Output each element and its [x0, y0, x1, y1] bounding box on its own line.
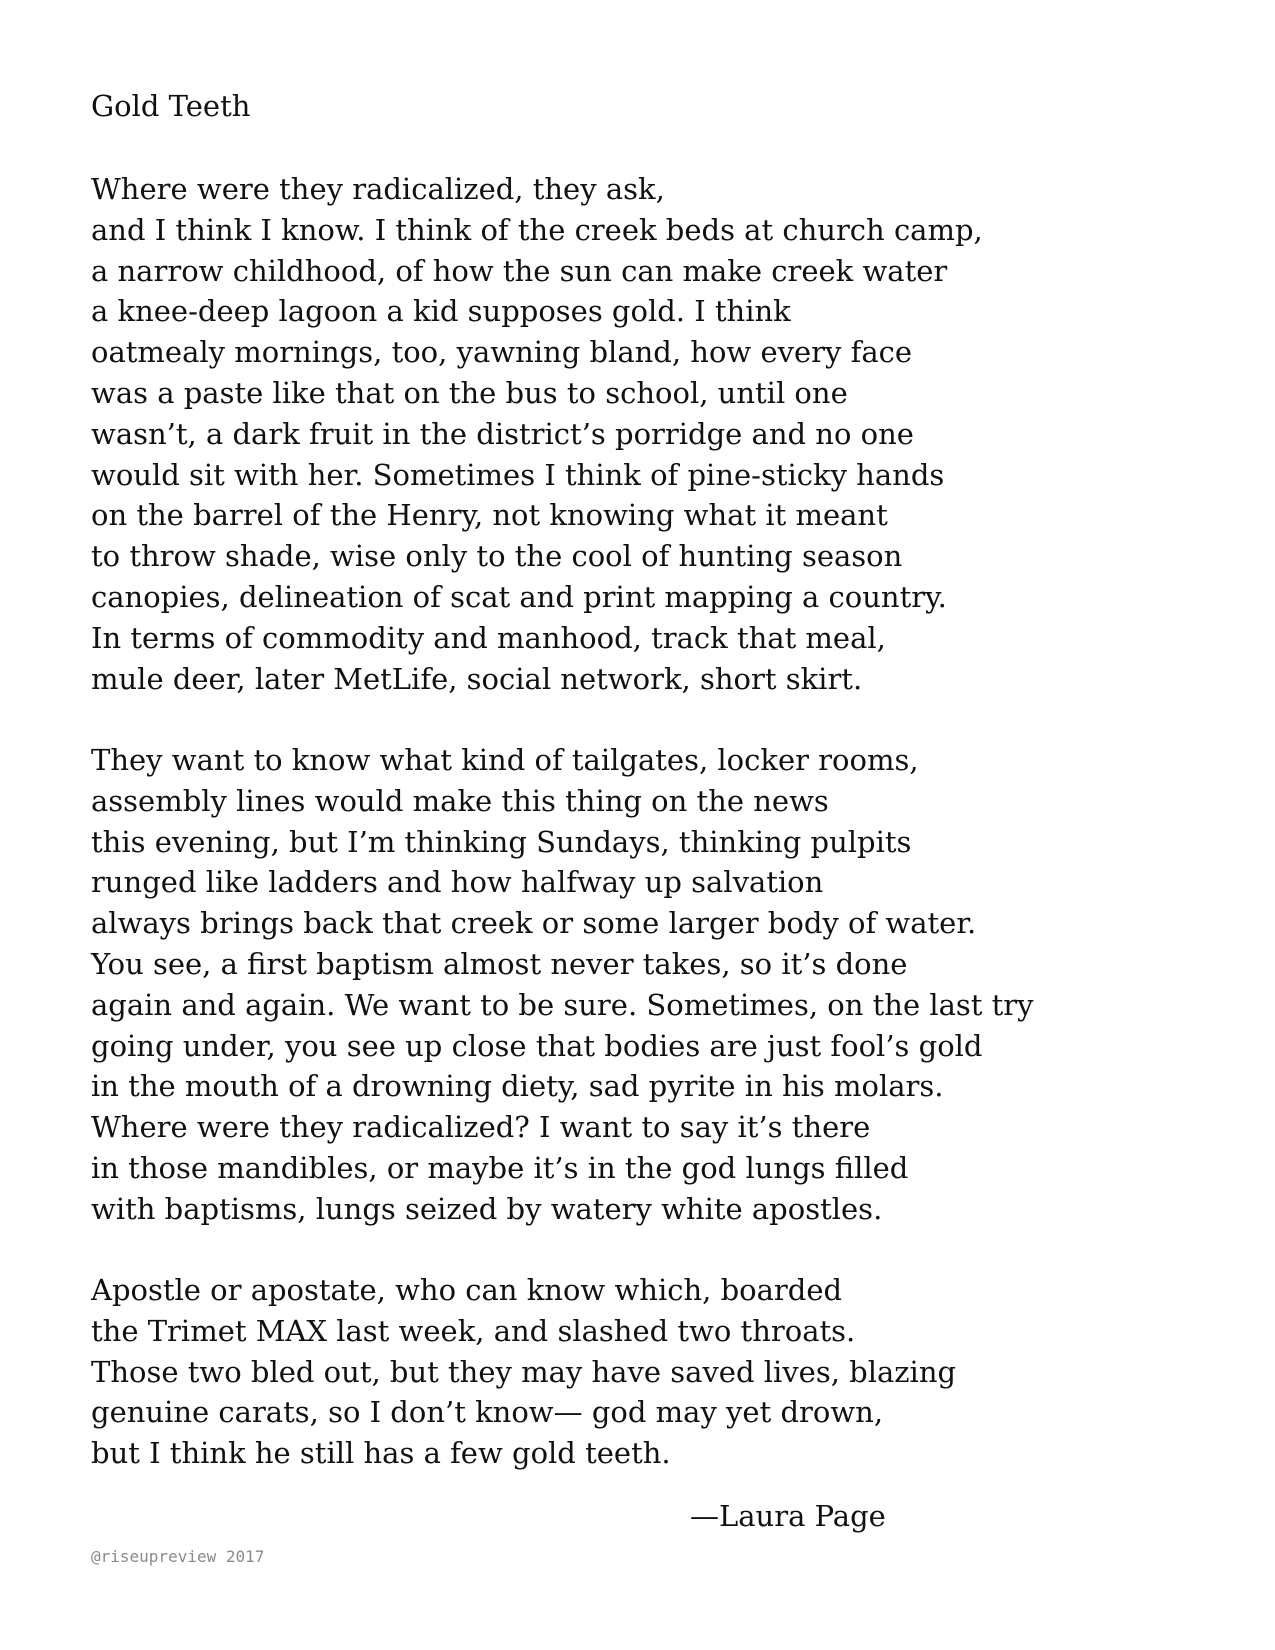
copyright-notice: @riseupreview 2017 — [91, 1547, 265, 1566]
poem-line: and I think I know. I think of the creek beds at church camp, — [91, 212, 983, 247]
poem-line: to throw shade, wise only to the cool of hunting season — [91, 539, 903, 574]
poem-line: Those two bled out, but they may have saved lives, blazing — [91, 1354, 957, 1389]
poem-line: They want to know what kind of tailgates, locker rooms, — [91, 743, 919, 777]
poem-line: You see, a first baptism almost never takes, so it’s done — [91, 946, 908, 981]
poem-line: canopies, delineation of scat and print mapping a country. — [91, 579, 947, 614]
poem-line: but I think he still has a few gold teeth. — [91, 1436, 671, 1471]
poem-line: in the mouth of a drowning diety, sad pyrite in his molars. — [91, 1069, 944, 1104]
poem-line: this evening, but I’m thinking Sundays, thinking pulpits — [91, 824, 912, 859]
poem-title: Gold Teeth — [91, 89, 251, 123]
poem-line: in those mandibles, or maybe it’s in the god lungs filled — [91, 1150, 909, 1185]
poem-line: again and again. We want to be sure. Sometimes, on the last try — [91, 987, 1034, 1022]
poem-line: Where were they radicalized, they ask, — [91, 172, 665, 206]
poem-line: wasn’t, a dark fruit in the district’s porridge and no one — [91, 416, 914, 451]
stanza-2 — [91, 740, 1034, 1230]
poem-line: a narrow childhood, of how the sun can make creek water — [91, 253, 948, 288]
poem-line: Where were they radicalized? I want to say it’s there — [91, 1110, 871, 1145]
stanza-3 — [91, 1270, 956, 1474]
poem-line: would sit with her. Sometimes I think of pine-sticky hands — [91, 457, 945, 492]
poem-line: genuine carats, so I don’t know— god may yet drown, — [91, 1395, 884, 1430]
poem-line: Apostle or apostate, who can know which, boarded — [91, 1273, 843, 1307]
poem-line: mule deer, later MetLife, social network, short skirt. — [91, 661, 863, 696]
poem-line: on the barrel of the Henry, not knowing what it meant — [91, 498, 888, 533]
poem-line: was a paste like that on the bus to school, until one — [91, 375, 848, 410]
poem-author: —Laura Page — [690, 1499, 886, 1533]
stanza-1 — [91, 169, 983, 699]
poem-line: runged like ladders and how halfway up salvation — [91, 865, 824, 900]
poem-line: with baptisms, lungs seized by watery white apostles. — [91, 1191, 883, 1226]
poem-line: oatmealy mornings, too, yawning bland, how every face — [91, 335, 913, 370]
poem-line: In terms of commodity and manhood, track that meal, — [91, 620, 886, 655]
poem-line: the Trimet MAX last week, and slashed two throats. — [91, 1313, 856, 1348]
poem-line: always brings back that creek or some larger body of water. — [91, 906, 977, 941]
poem-line: going under, you see up close that bodies are just fool’s gold — [91, 1028, 983, 1063]
poem-line: assembly lines would make this thing on the news — [91, 783, 829, 818]
poem-line: a knee-deep lagoon a kid supposes gold. I think — [91, 294, 791, 329]
